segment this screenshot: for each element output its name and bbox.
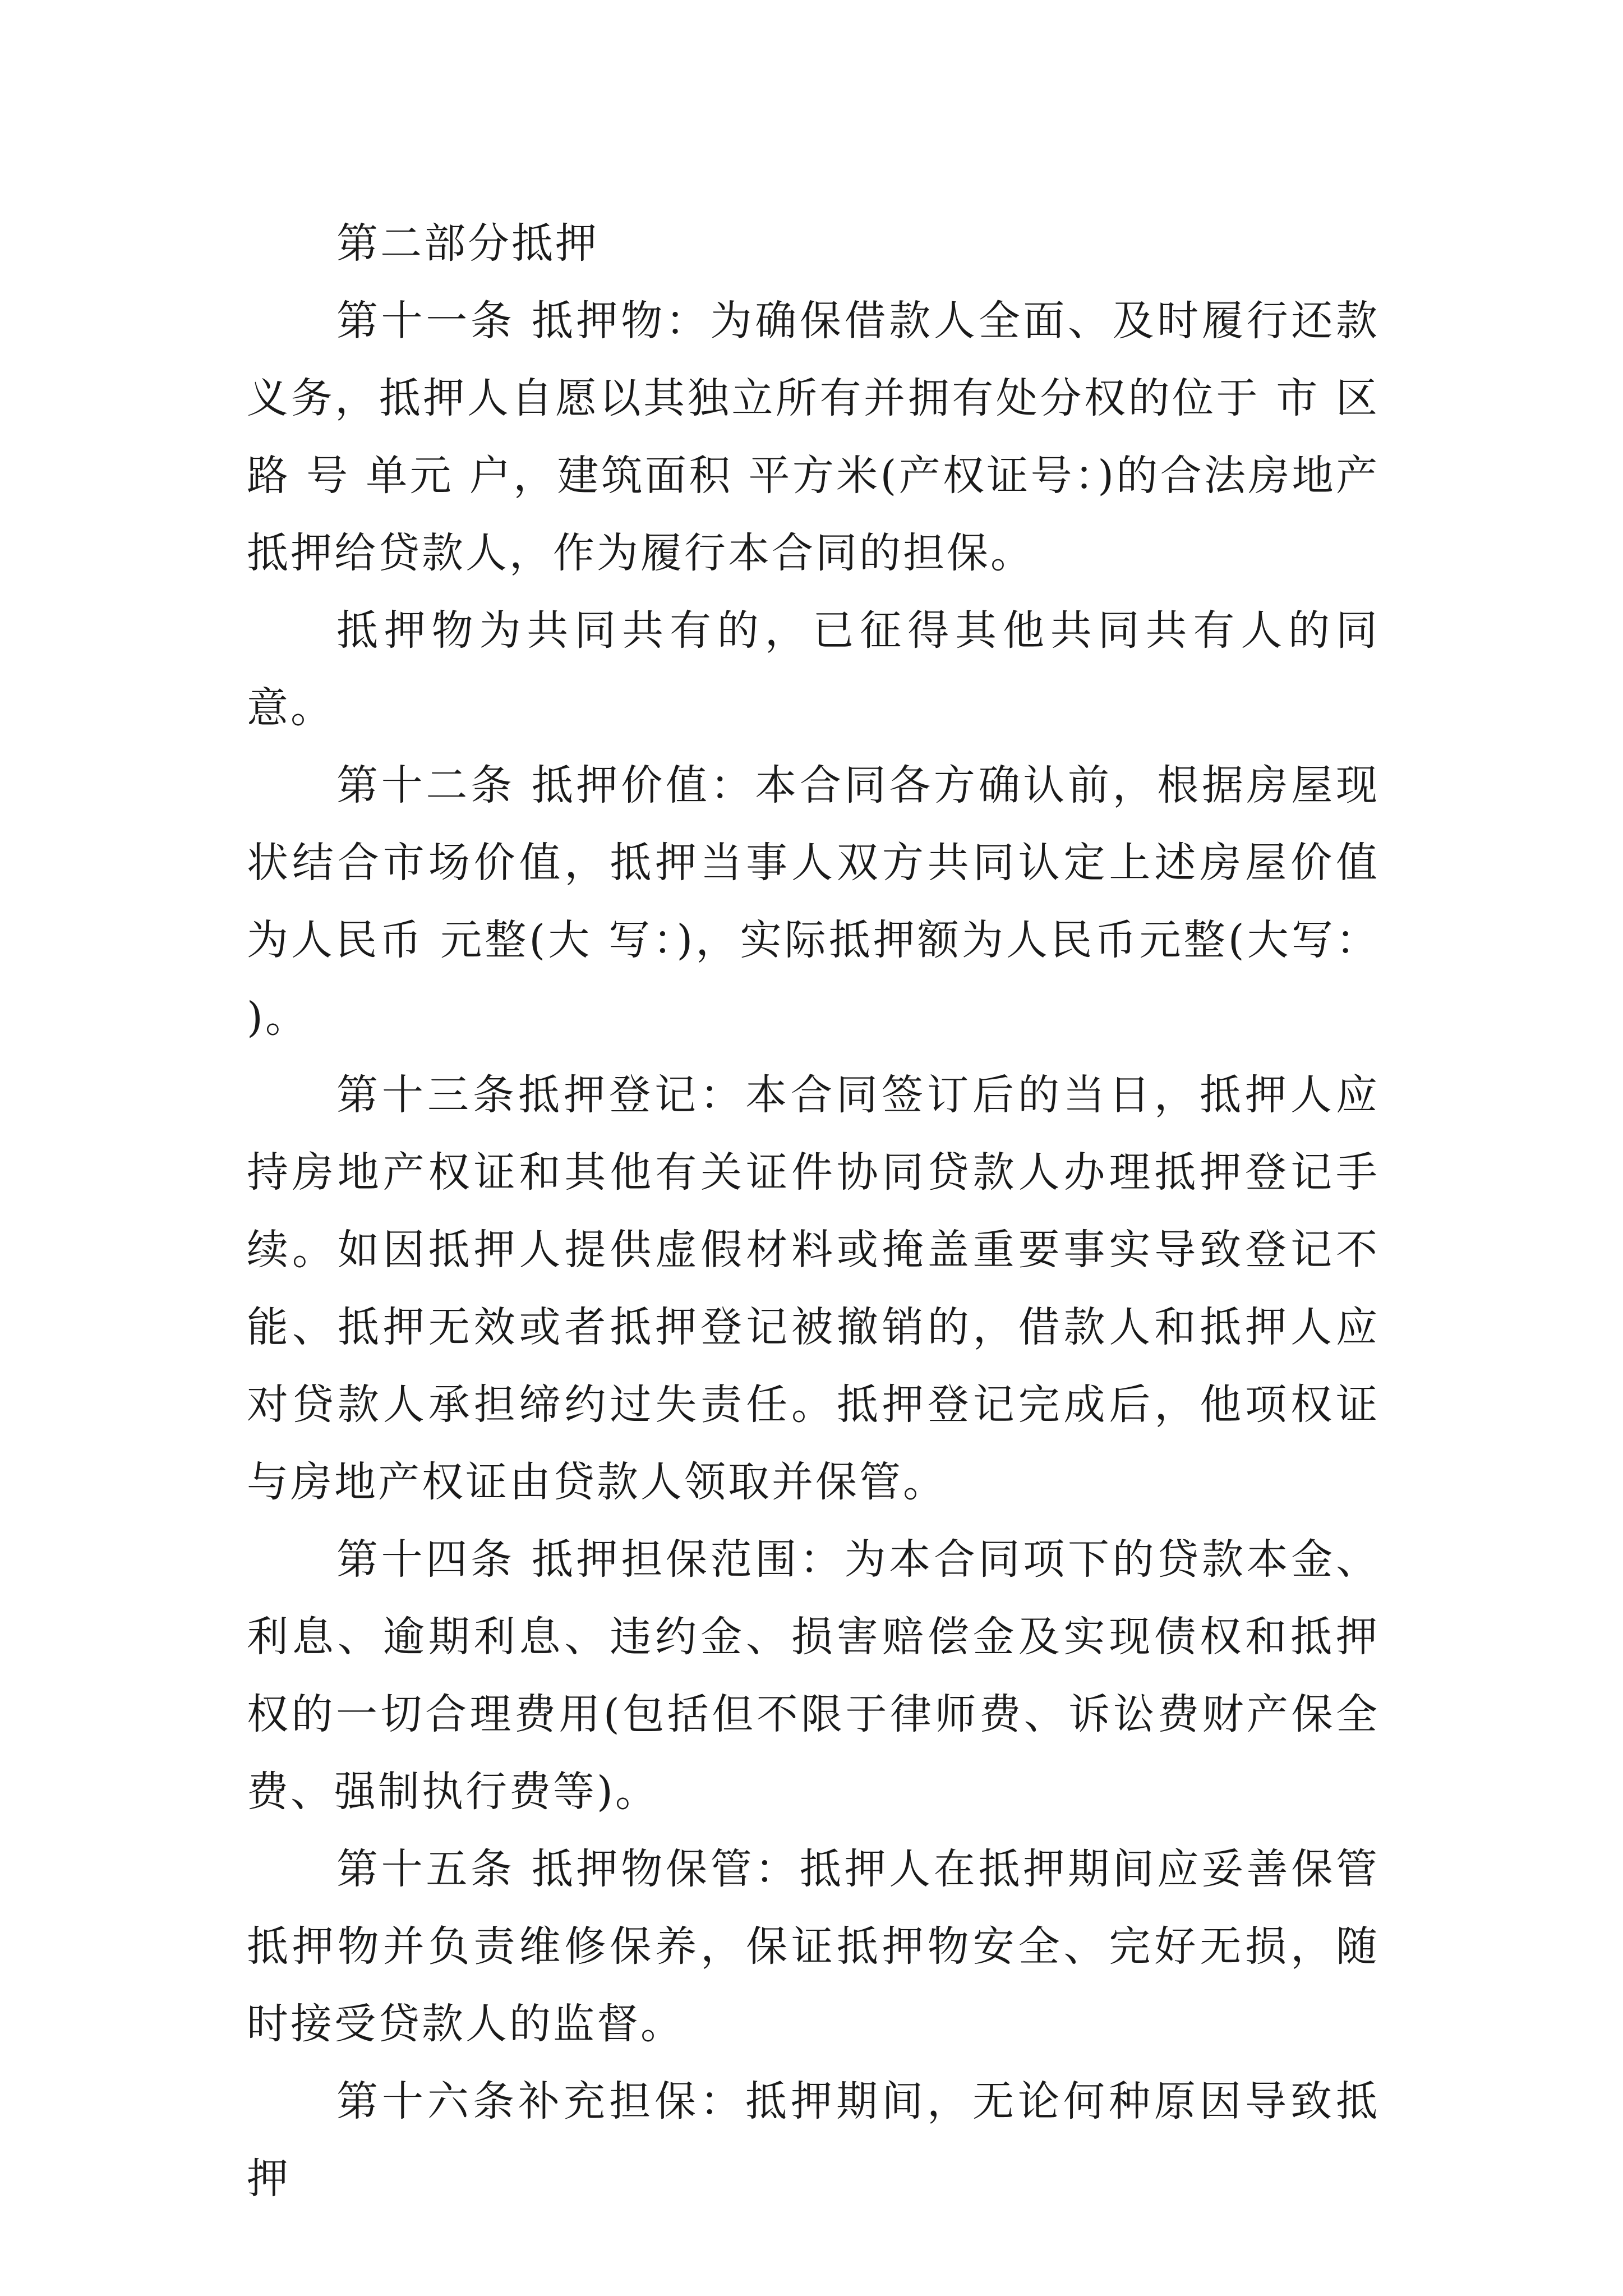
- section-heading: 第二部分抵押: [336, 219, 599, 268]
- article-15-paragraph: 第十五条 抵押物保管：抵押人在抵押期间应妥善保管抵押物并负责维修保养，保证抵押物安全、完好无损，随时接受贷款人的监督。: [247, 1845, 1380, 2048]
- document-body: [247, 205, 1380, 2217]
- article-14-paragraph: 第十四条 抵押担保范围：为本合同项下的贷款本金、利息、逾期利息、违约金、损害赔偿金及实现债权和抵押权的一切合理费用(包括但不限于律师费、诉讼费财产保全费、强制执行费等)。: [247, 1535, 1380, 1816]
- article-11-paragraph: 第十一条 抵押物：为确保借款人全面、及时履行还款义务，抵押人自愿以其独立所有并拥有处分权的位于 市 区 路 号 单元 户，建筑面积 平方米(产权证号：)的合法房地产抵押给贷款人，作为履行本合同的担保。: [247, 297, 1380, 577]
- article-12-paragraph: 第十二条 抵押价值：本合同各方确认前，根据房屋现状结合市场价值，抵押当事人双方共同认定上述房屋价值为人民币 元整(大 写：)，实际抵押额为人民币元整(大写： )。: [247, 761, 1380, 1042]
- article-13-paragraph: 第十三条抵押登记：本合同签订后的当日，抵押人应持房地产权证和其他有关证件协同贷款人办理抵押登记手续。如因抵押人提供虚假材料或掩盖重要事实导致登记不能、抵押无效或者抵押登记被撤销的，借款人和抵押人应对贷款人承担缔约过失责任。抵押登记完成后，他项权证与房地产权证由贷款人领取并保管。: [247, 1071, 1380, 1506]
- co-ownership-paragraph: 抵押物为共同共有的，已征得其他共同共有人的同意。: [247, 606, 1380, 732]
- article-16-paragraph: 第十六条补充担保：抵押期间，无论何种原因导致抵押: [247, 2077, 1380, 2203]
